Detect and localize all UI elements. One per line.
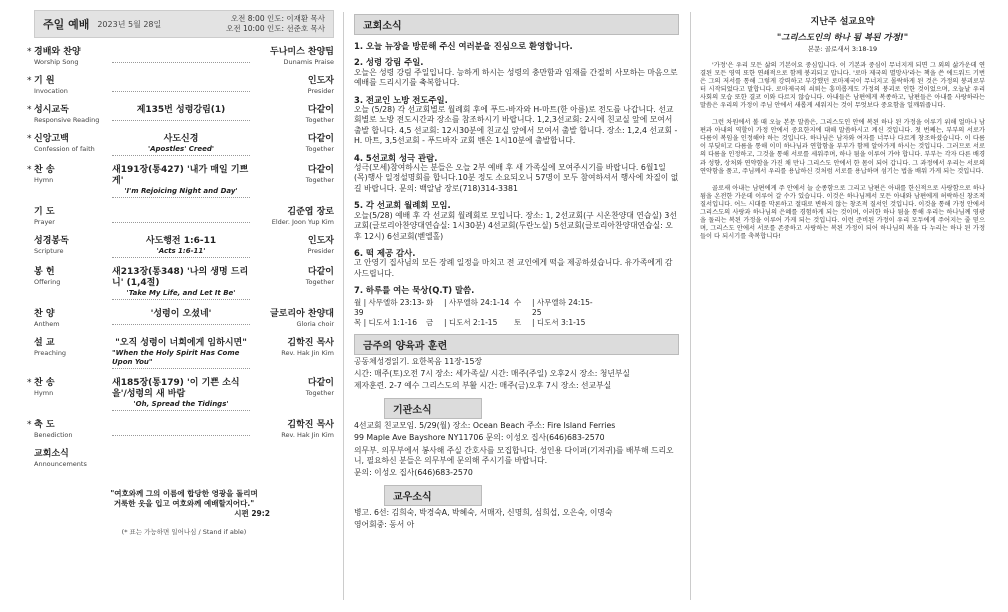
order-leader <box>256 47 334 67</box>
order-label-en: Offering <box>34 278 61 286</box>
order-label <box>34 105 106 125</box>
order-leader-en: Gloria choir <box>296 320 334 328</box>
order-leader-en: Presider <box>307 247 334 255</box>
order-leader <box>256 76 334 96</box>
quote-line: 거룩한 옷을 입고 여호와께 예배할지어다." <box>113 499 255 508</box>
order-content <box>112 207 250 223</box>
news-item <box>354 200 679 242</box>
qt-cell: 목 | 디도서 1:1-16 <box>354 317 417 327</box>
news-item-body: 오늘 (5/28) 각 선교회별로 월례회 후에 푸드-바자와 H-마트(한 아름)로 전도를 나갑니다. 선교회별로 노방 전도시간과 장소를 참조하시기 바랍니다. 1,2,3선교회: 2시에 친교실 앞에 모여서 출발 합니다. 4,5 선교회: 12시30분에 친교실 앞에서 모여서 출발 합니다. 장소: 1,2,4 선교회 - H. 마트, 3,5선교회 - 푸드바자 교회 밴은 1시10분에 출발합니다. <box>354 105 678 146</box>
order-label-en: Worship Song <box>34 58 79 66</box>
news-item-title: 1. 오늘 뉴장을 방문해 주신 여러분을 진심으로 환영합니다. <box>354 41 573 51</box>
worship-date: 2023년 5월 28일 <box>97 19 162 29</box>
order-label-ko: 축 도 <box>34 420 55 430</box>
qt-cell: | 사무엘하 24:1-14 <box>444 297 510 307</box>
order-label <box>34 449 106 469</box>
order-leader <box>256 420 334 440</box>
star-marker: * <box>27 378 32 388</box>
qt-cell: | 사무엘하 24:15-25 <box>532 297 593 317</box>
order-content-main: 새185장(통179) '이 기쁜 소식을'/성령의 새 바람 <box>112 378 240 399</box>
order-leader-en: Dunamis Praise <box>283 58 334 66</box>
order-row <box>27 165 334 198</box>
news-item <box>354 95 679 147</box>
news-list <box>354 41 679 296</box>
order-row <box>27 134 334 156</box>
qt-cell: 수 <box>514 297 522 307</box>
order-leader <box>256 207 334 227</box>
news-item <box>354 248 679 279</box>
order-content-main: 새213장(통348) '나의 생명 드리니' (1,4절) <box>112 267 249 288</box>
order-label <box>34 207 106 227</box>
order-leader-ko: 글로리아 찬양대 <box>270 309 334 319</box>
order-leader-en: Together <box>305 389 334 397</box>
order-leader <box>256 236 334 256</box>
sermon-paragraph: 그런 차원에서 볼 때 오늘 본문 말씀은, 그리스도인 안에 복된 하나 된 가정을 이루기 위해 얼마나 남편과 아내의 역할이 가정 안에서 중요한지에 대해 말씀하시고 계신 것입니다. 첫 번째는, 부부의 서로가 다름이 복임을 인정해야 하는 것입니다. 하나님은 남자와 여자를 너무나 다르게 창조하셨습니다. 이 다름이 부딪히고 다름을 통해 이미 하나님과 연합함을 부부가 함께 알아가게 하시는 것입니다. 그러므로 서로의 다름을 인정하고, 그것을 통해 서로를 세워주며, 하나 됨을 이루어 가야 합니다. 부부는 각자 다른 배경과 성향, 상처와 연약함을 가진 채 만나 그리스도 안에서 한 몸이 되어 갑니다. 그 과정에서 우리는 서로의 연약함을 품고, 주님께서 우리를 용납하신 것처럼 서로를 용납하며 섬기는 법을 배워 가게 되는 것입니다. <box>700 119 985 175</box>
order-leader-en: Together <box>305 116 334 124</box>
order-leader-en: Together <box>305 278 334 286</box>
order-row <box>34 267 334 300</box>
order-content <box>112 134 250 156</box>
worship-header <box>34 10 334 38</box>
members-line: 병고. 6선: 김희숙, 박경숙A, 박혜숙, 서매자, 신명희, 심희섭, 오은숙, 이명숙 <box>354 507 613 517</box>
order-row <box>27 76 334 96</box>
order-leader <box>256 338 334 358</box>
order-content-main: '성령이 오셨네' <box>150 309 212 319</box>
org-section-title: 기관소식 <box>384 398 482 419</box>
star-marker: * <box>27 105 32 115</box>
order-leader-en: Elder. Joon Yup Kim <box>271 218 334 226</box>
order-row <box>34 309 334 329</box>
order-content-en: 'I'm Rejoicing Night and Day' <box>124 187 238 195</box>
order-row <box>27 47 334 67</box>
news-item-title: 7. 하루를 여는 묵상(Q.T) 말씀. <box>354 285 475 296</box>
order-leader-ko: 김준엽 장로 <box>287 207 334 217</box>
order-label <box>34 420 106 440</box>
order-label <box>34 165 106 185</box>
order-leader-ko: 두나미스 찬양팀 <box>270 47 334 57</box>
qt-cell: | 디도서 2:1-15 <box>444 317 498 327</box>
order-label <box>34 267 106 287</box>
order-leader-en: Together <box>305 176 334 184</box>
news-item-title: 2. 성령 강림 주일. <box>354 57 424 68</box>
order-leader <box>256 134 334 154</box>
order-content <box>112 47 250 63</box>
worship-order-column <box>27 10 334 604</box>
order-content-en: 'Apostles' Creed' <box>147 145 215 153</box>
qt-bible-table <box>354 298 679 328</box>
order-label-ko: 찬 송 <box>34 378 55 388</box>
star-marker: * <box>27 47 32 57</box>
order-row <box>34 207 334 227</box>
order-content-main: 제135번 성령강림(1) <box>136 105 226 115</box>
sermon-reference: 본문: 골로새서 3:18-19 <box>807 45 878 53</box>
order-content-en: "When the Holy Spirit Has Come Upon You" <box>112 349 240 366</box>
order-row <box>27 420 334 440</box>
stand-note: (* 표는 가능하면 일어나심 / Stand if able) <box>121 528 247 536</box>
order-content-main: "오직 성령이 너희에게 임하시면" <box>115 338 247 348</box>
news-item <box>354 41 679 51</box>
order-row <box>27 105 334 125</box>
study-line: 제자훈련. 2-7 예수 그리스도의 부활 시간: 매주(금)오후 7시 장소: 선교부실 <box>354 381 612 391</box>
star-marker: * <box>27 165 32 175</box>
news-item-title: 4. 5선교회 성극 관람. <box>354 152 438 163</box>
order-content <box>112 165 250 198</box>
order-content <box>112 378 250 411</box>
order-content <box>112 449 250 464</box>
order-label-ko: 찬 송 <box>34 165 55 175</box>
org-line: 의무부. 의무부에서 봉사해 주실 간호사를 모집합니다. 성인용 다이퍼(기저귀)를 배부해 드리오니, 필요하신 분들은 의무부에 문의해 주시기를 바랍니다. <box>354 445 674 465</box>
column-divider <box>690 12 691 600</box>
order-label-ko: 경배와 찬양 <box>34 47 81 57</box>
order-leader-en: Rev. Hak Jin Kim <box>281 349 334 357</box>
news-item <box>354 57 679 88</box>
qt-cell: 월 | 사무엘하 23:13-39 <box>354 297 425 317</box>
order-content-main: 사도신경 <box>163 134 199 144</box>
news-section-title: 교회소식 <box>354 14 679 35</box>
sermon-paragraph: '가정'은 우리 모든 삶의 기본이요 중심입니다. 이 기본과 중심이 무너지게 되면 그 외의 삶가운데 연결된 모든 영역 또한 연쇄적으로 함께 붕괴되고 맙니다. '로마 제국의 멸망사'라는 책을 쓴 에드워드 기번은 그의 저서를 통해 그렇게 강력하고 부강했던 로마제국이 무너지고 몰락하게 된 것은 가정의 붕괴로부터 시작되었다고 말합니다. 로마제국의 쇠퇴는 흥미롭게도 가정의 붕괴로 인한 것이었으며, 오늘날 우리 사회의 모습 또한 결코 이와 다르지 않습니다. 아내들은 남편에게 복종하고, 남편들은 아내를 사랑하라는 말씀은 우리의 가정이 주님 안에서 새롭게 세워지는 것이 무엇보다 중요함을 일깨워줍니다. <box>700 62 985 110</box>
order-content <box>112 420 250 436</box>
order-leader-ko: 다같이 <box>307 267 334 277</box>
star-marker: * <box>27 420 32 430</box>
order-content-en: 'Oh, Spread the Tidings' <box>133 400 229 408</box>
order-label-ko: 찬 양 <box>34 309 55 319</box>
news-item-title: 3. 전교인 노방 전도주일. <box>354 94 448 105</box>
order-leader-ko: 김학진 목사 <box>287 338 334 348</box>
worship-title: 주일 예배 <box>43 18 90 31</box>
order-content-main: 사도행전 1:6-11 <box>145 236 217 246</box>
order-content <box>112 338 250 369</box>
quote-line: "여호와께 그의 이름에 합당한 영광을 돌리며 <box>110 489 258 498</box>
news-item <box>354 285 679 295</box>
order-leader-en: Presider <box>307 87 334 95</box>
quote-ref: 시편 29:2 <box>234 509 270 518</box>
star-marker: * <box>27 76 32 86</box>
order-content <box>112 309 250 325</box>
sermon-paragraph: 골로새 아내는 남편에게 주 안에서 늘 순종함으로 그리고 남편은 아내를 한신적으로 사랑함으로 하나 됨을 온전한 가운데 이루어 갈 수가 있습니다. 이것은 하나님께서 모든 아내와 남편에게 허락하신 창조적 질서입니다. 어느 시대를 막론하고 절대로 변하지 않는 창조적 질서인 것입니다. 이것을 통해 가정 안에서 그리스도의 사랑과 하나님의 은혜를 경험하게 되는 것이며, 이러한 하나 됨을 통해 우리는 하나님께 영광을 돌리는 복된 가정을 이루어 가게 되는 것입니다. 이런 준비된 가정이 우리 모두에게 주어지는 줄 믿으며, 그리스도 안에서 서로를 존중하고 사랑하는 복된 가정이 되어 하나님의 복을 다 누리는 하나 된 가정들이 다 되시기를 축복합니다! <box>700 184 985 240</box>
news-item <box>354 153 679 195</box>
order-label <box>34 338 106 358</box>
order-label-en: Announcements <box>34 460 87 468</box>
order-label-en: Anthem <box>34 320 60 328</box>
study-line: 공동체성경읽기. 요한복음 11장-15장 <box>354 356 483 366</box>
order-leader-en: Rev. Hak Jin Kim <box>281 431 334 439</box>
order-content-en: 'Take My Life, and Let It Be' <box>126 289 236 297</box>
order-label-ko: 기 도 <box>34 207 55 217</box>
org-line: 문의: 이성오 집사(646)683-2570 <box>354 468 473 478</box>
order-label <box>34 378 106 398</box>
order-label-ko: 기 원 <box>34 76 55 86</box>
order-label <box>34 47 106 67</box>
order-leader-ko: 다같이 <box>307 105 334 115</box>
order-leader-ko: 다같이 <box>307 165 334 175</box>
order-label <box>34 236 106 256</box>
star-marker: * <box>27 134 32 144</box>
order-label-en: Benediction <box>34 431 73 439</box>
org-line: 4선교회 친교모임. 5/29(월) 장소: Ocean Beach 주소: Fire Island Ferries <box>354 420 616 430</box>
order-label-en: Preaching <box>34 349 67 357</box>
study-section-title: 금주의 양육과 훈련 <box>354 334 679 355</box>
order-label <box>34 76 106 96</box>
column-divider <box>343 12 344 600</box>
members-section-title: 교우소식 <box>384 485 482 506</box>
qt-cell: 금 <box>426 317 434 327</box>
service-time: 오전 8:00 인도: 이재환 목사 <box>230 14 325 23</box>
org-line: 99 Maple Ave Bayshore NY11706 문의: 이성오 집사(646)683-2570 <box>354 433 605 443</box>
order-label-en: Scripture <box>34 247 64 255</box>
order-label-en: Hymn <box>34 389 54 397</box>
news-item-title: 6. 떡 제공 감사. <box>354 247 416 258</box>
news-item-body: 성극(모세)참여하시는 분들은 오늘 2부 예배 후 새 가족실에 모여주시기를 바랍니다. 6월1일(목)행사 일정설명회를 합니다.10분 정도 소요되오니 57명이 모두 참여하셔서 행사에 차질이 없길 바랍니다. 문의: 백알남 장로(718)314-3381 <box>354 163 679 193</box>
order-content <box>112 76 250 92</box>
service-times <box>226 14 325 34</box>
order-row <box>34 236 334 258</box>
scripture-quote <box>34 489 334 519</box>
members-line: 영어회중: 동서 아 <box>354 520 415 530</box>
news-column <box>354 10 679 604</box>
order-label-en: Invocation <box>34 87 68 95</box>
order-label-en: Hymn <box>34 176 54 184</box>
order-row <box>34 449 334 469</box>
qt-cell: | 디도서 3:1-15 <box>532 317 586 327</box>
order-leader-ko: 인도자 <box>307 76 334 86</box>
order-label-ko: 봉 헌 <box>34 267 55 277</box>
order-label-en: Confession of faith <box>34 145 95 153</box>
order-leader-en: Together <box>305 145 334 153</box>
news-item-body: 오늘은 성령 강림 주일입니다. 능하게 하시는 성령의 충만함과 임재를 간절히 사모하는 마음으로 예배를 드리시기를 축복합니다. <box>354 67 678 88</box>
qt-cell: 토 <box>514 317 522 327</box>
order-content <box>112 267 250 300</box>
order-leader <box>256 165 334 185</box>
news-item-body: 고 안영기 집사님의 모든 장례 일정을 마치고 전 교인에게 떡을 제공하셨습니다. 유가족에게 감사드립니다. <box>354 258 673 278</box>
order-row <box>27 378 334 411</box>
qt-cell: 화 <box>426 297 434 307</box>
order-leader-ko: 다같이 <box>307 378 334 388</box>
order-content <box>112 105 250 121</box>
order-leader <box>256 378 334 398</box>
order-label-ko: 교회소식 <box>34 449 69 459</box>
order-content-en: 'Acts 1:6-11' <box>156 247 206 255</box>
order-label-ko: 성시교독 <box>34 105 69 115</box>
order-list <box>27 47 334 469</box>
sermon-title: "그리스도인의 하나 됨 복된 가정!" <box>776 33 909 43</box>
order-leader-ko: 김학진 목사 <box>287 420 334 430</box>
sermon-column <box>700 10 985 604</box>
order-row <box>34 338 334 369</box>
order-label <box>34 309 106 329</box>
order-content-main: 새191장(통427) '내가 매일 기쁘게' <box>112 165 249 186</box>
order-label-en: Responsive Reading <box>34 116 100 124</box>
order-leader <box>256 105 334 125</box>
news-item-title: 5. 각 선교회 월례회 모임. <box>354 200 451 211</box>
news-item-body: 오늘(5/28) 예배 후 각 선교회 월례회로 모입니다. 장소: 1, 2선교회(구 시온찬양대 연습실) 3선교회(글로리아찬양대연습실: 1시30분) 4선교회(두란노실) 5선교회(글로리아찬양대연습실: 오후 12시) 6선교회(벧엘홀) <box>354 210 677 241</box>
service-time: 오전 10:00 인도: 선준호 목사 <box>226 24 325 33</box>
order-leader-ko: 인도자 <box>307 236 334 246</box>
order-leader <box>256 309 334 329</box>
order-leader <box>256 267 334 287</box>
order-label-ko: 설 교 <box>34 338 55 348</box>
order-content <box>112 236 250 258</box>
sermon-section-title: 지난주 설교요약 <box>810 17 875 27</box>
order-label-ko: 성경봉독 <box>34 236 69 246</box>
order-label <box>34 134 106 154</box>
order-label-en: Prayer <box>34 218 55 226</box>
order-leader-ko: 다같이 <box>307 134 334 144</box>
study-line: 시간: 매주(토)오전 7시 장소: 세가족실/ 시간: 매주(주일) 오후2시 장소: 청년부실 <box>354 368 630 378</box>
order-label-ko: 신앙고백 <box>34 134 69 144</box>
